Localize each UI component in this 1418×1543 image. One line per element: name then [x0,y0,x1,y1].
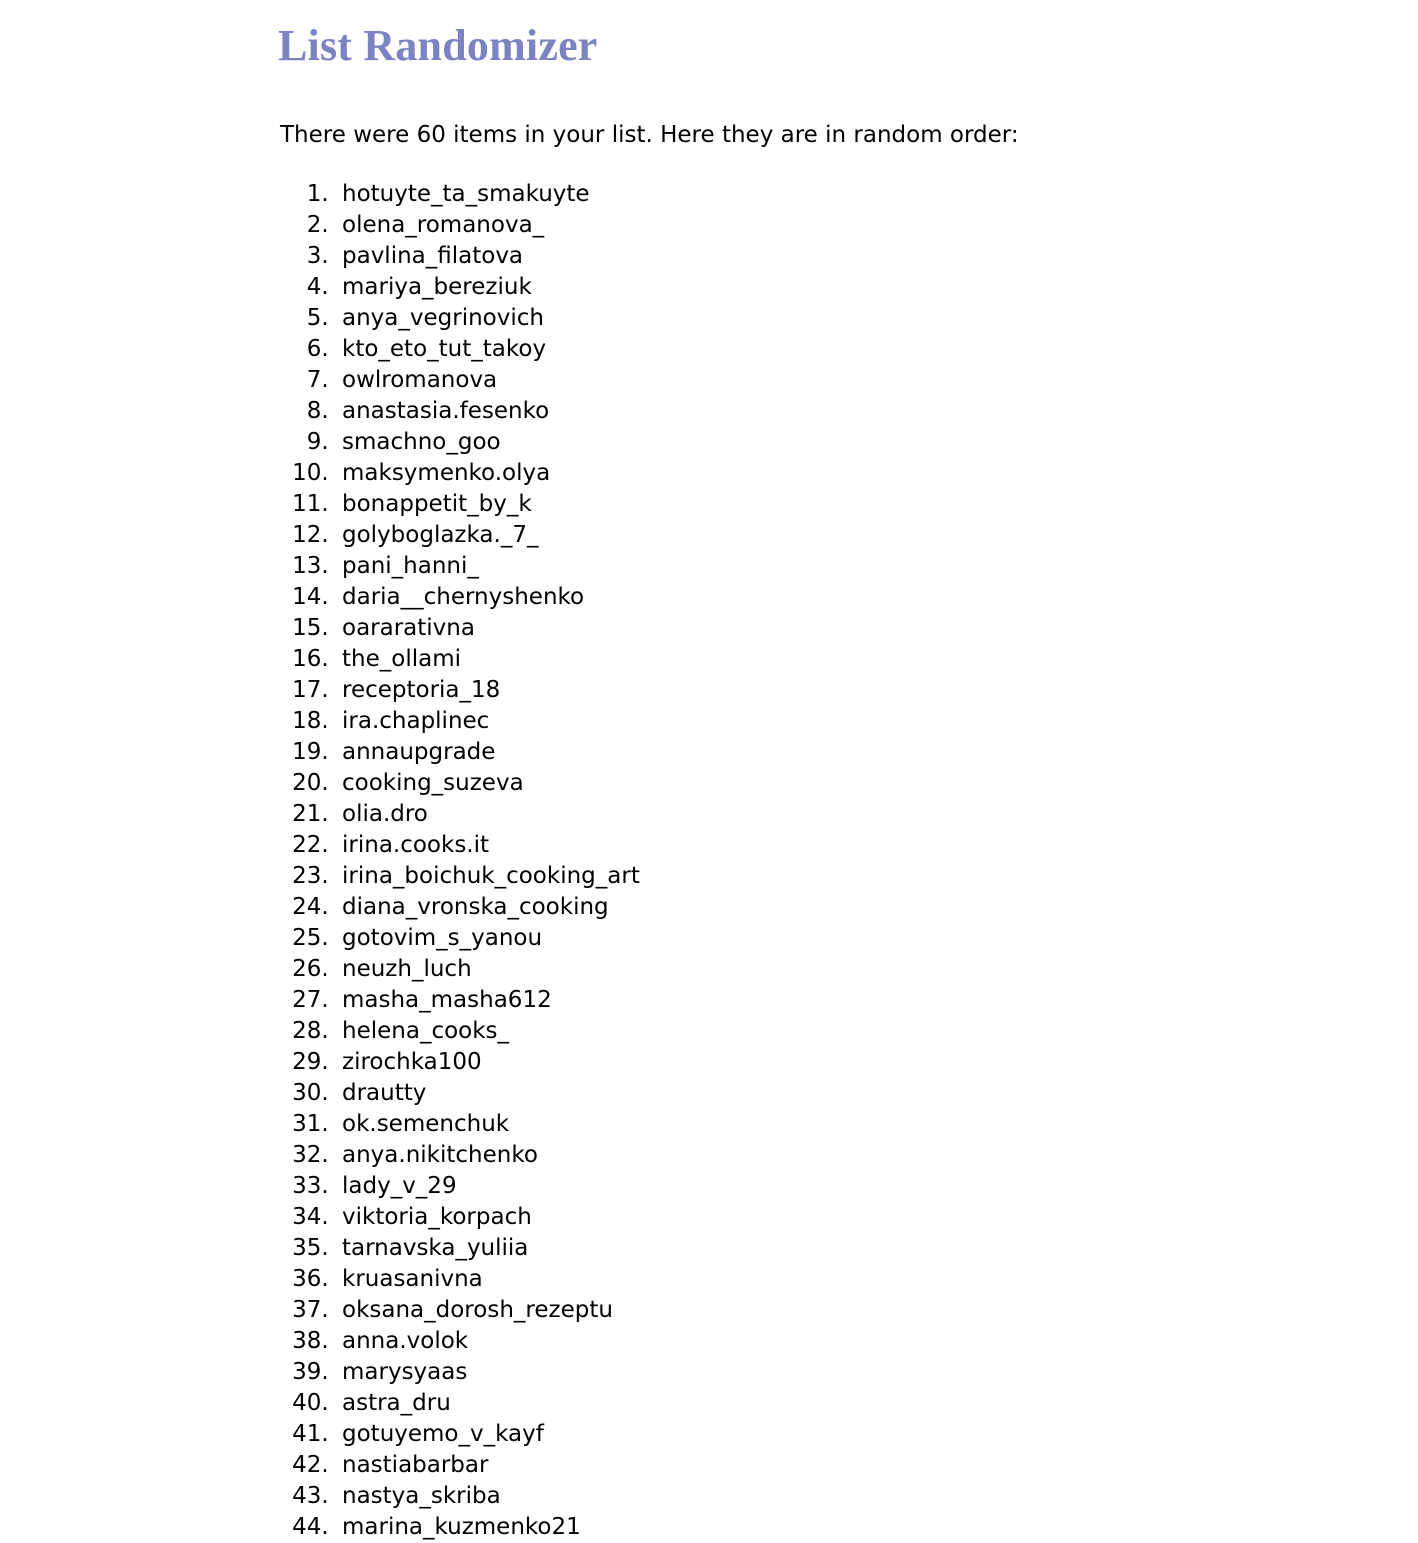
list-item: 24. diana_vronska_cooking [336,892,1418,923]
list-item: 42. nastiabarbar [336,1450,1418,1481]
list-item: 2. olena_romanova_ [336,210,1418,241]
list-item: 8. anastasia.fesenko [336,396,1418,427]
list-item: 39. marysyaas [336,1357,1418,1388]
list-item: 28. helena_cooks_ [336,1016,1418,1047]
list-item: 10. maksymenko.olya [336,458,1418,489]
list-item: 3. pavlina_filatova [336,241,1418,272]
list-item: 11. bonappetit_by_k [336,489,1418,520]
list-item: 36. kruasanivna [336,1264,1418,1295]
list-item: 16. the_ollami [336,644,1418,675]
list-item: 43. nastya_skriba [336,1481,1418,1512]
list-item: 12. golyboglazka._7_ [336,520,1418,551]
list-item: 25. gotovim_s_yanou [336,923,1418,954]
list-item: 20. cooking_suzeva [336,768,1418,799]
list-item: 1. hotuyte_ta_smakuyte [336,179,1418,210]
list-item: 14. daria__chernyshenko [336,582,1418,613]
list-item: 23. irina_boichuk_cooking_art [336,861,1418,892]
list-item: 27. masha_masha612 [336,985,1418,1016]
list-item: 15. oararativna [336,613,1418,644]
list-item: 13. pani_hanni_ [336,551,1418,582]
list-item: 34. viktoria_korpach [336,1202,1418,1233]
page-title: List Randomizer [278,21,598,70]
list-item: 26. neuzh_luch [336,954,1418,985]
list-item: 9. smachno_goo [336,427,1418,458]
randomized-list [0,179,1418,1543]
list-item: 38. anna.volok [336,1326,1418,1357]
list-item: 17. receptoria_18 [336,675,1418,706]
result-summary-text: There were 60 items in your list. Here they are in random order: [280,122,1019,148]
list-item: 5. anya_vegrinovich [336,303,1418,334]
list-item: 7. owlromanova [336,365,1418,396]
list-item: 22. irina.cooks.it [336,830,1418,861]
list-item: 40. astra_dru [336,1388,1418,1419]
list-item: 19. annaupgrade [336,737,1418,768]
list-item: 35. tarnavska_yuliia [336,1233,1418,1264]
list-item: 32. anya.nikitchenko [336,1140,1418,1171]
list-item: 30. drautty [336,1078,1418,1109]
list-item: 41. gotuyemo_v_kayf [336,1419,1418,1450]
list-item: 4. mariya_bereziuk [336,272,1418,303]
list-item: 37. oksana_dorosh_rezeptu [336,1295,1418,1326]
list-item: 33. lady_v_29 [336,1171,1418,1202]
list-item: 44. marina_kuzmenko21 [336,1512,1418,1543]
list-item: 6. kto_eto_tut_takoy [336,334,1418,365]
list-item: 21. olia.dro [336,799,1418,830]
list-item: 29. zirochka100 [336,1047,1418,1078]
list-item: 18. ira.chaplinec [336,706,1418,737]
list-item: 31. ok.semenchuk [336,1109,1418,1140]
